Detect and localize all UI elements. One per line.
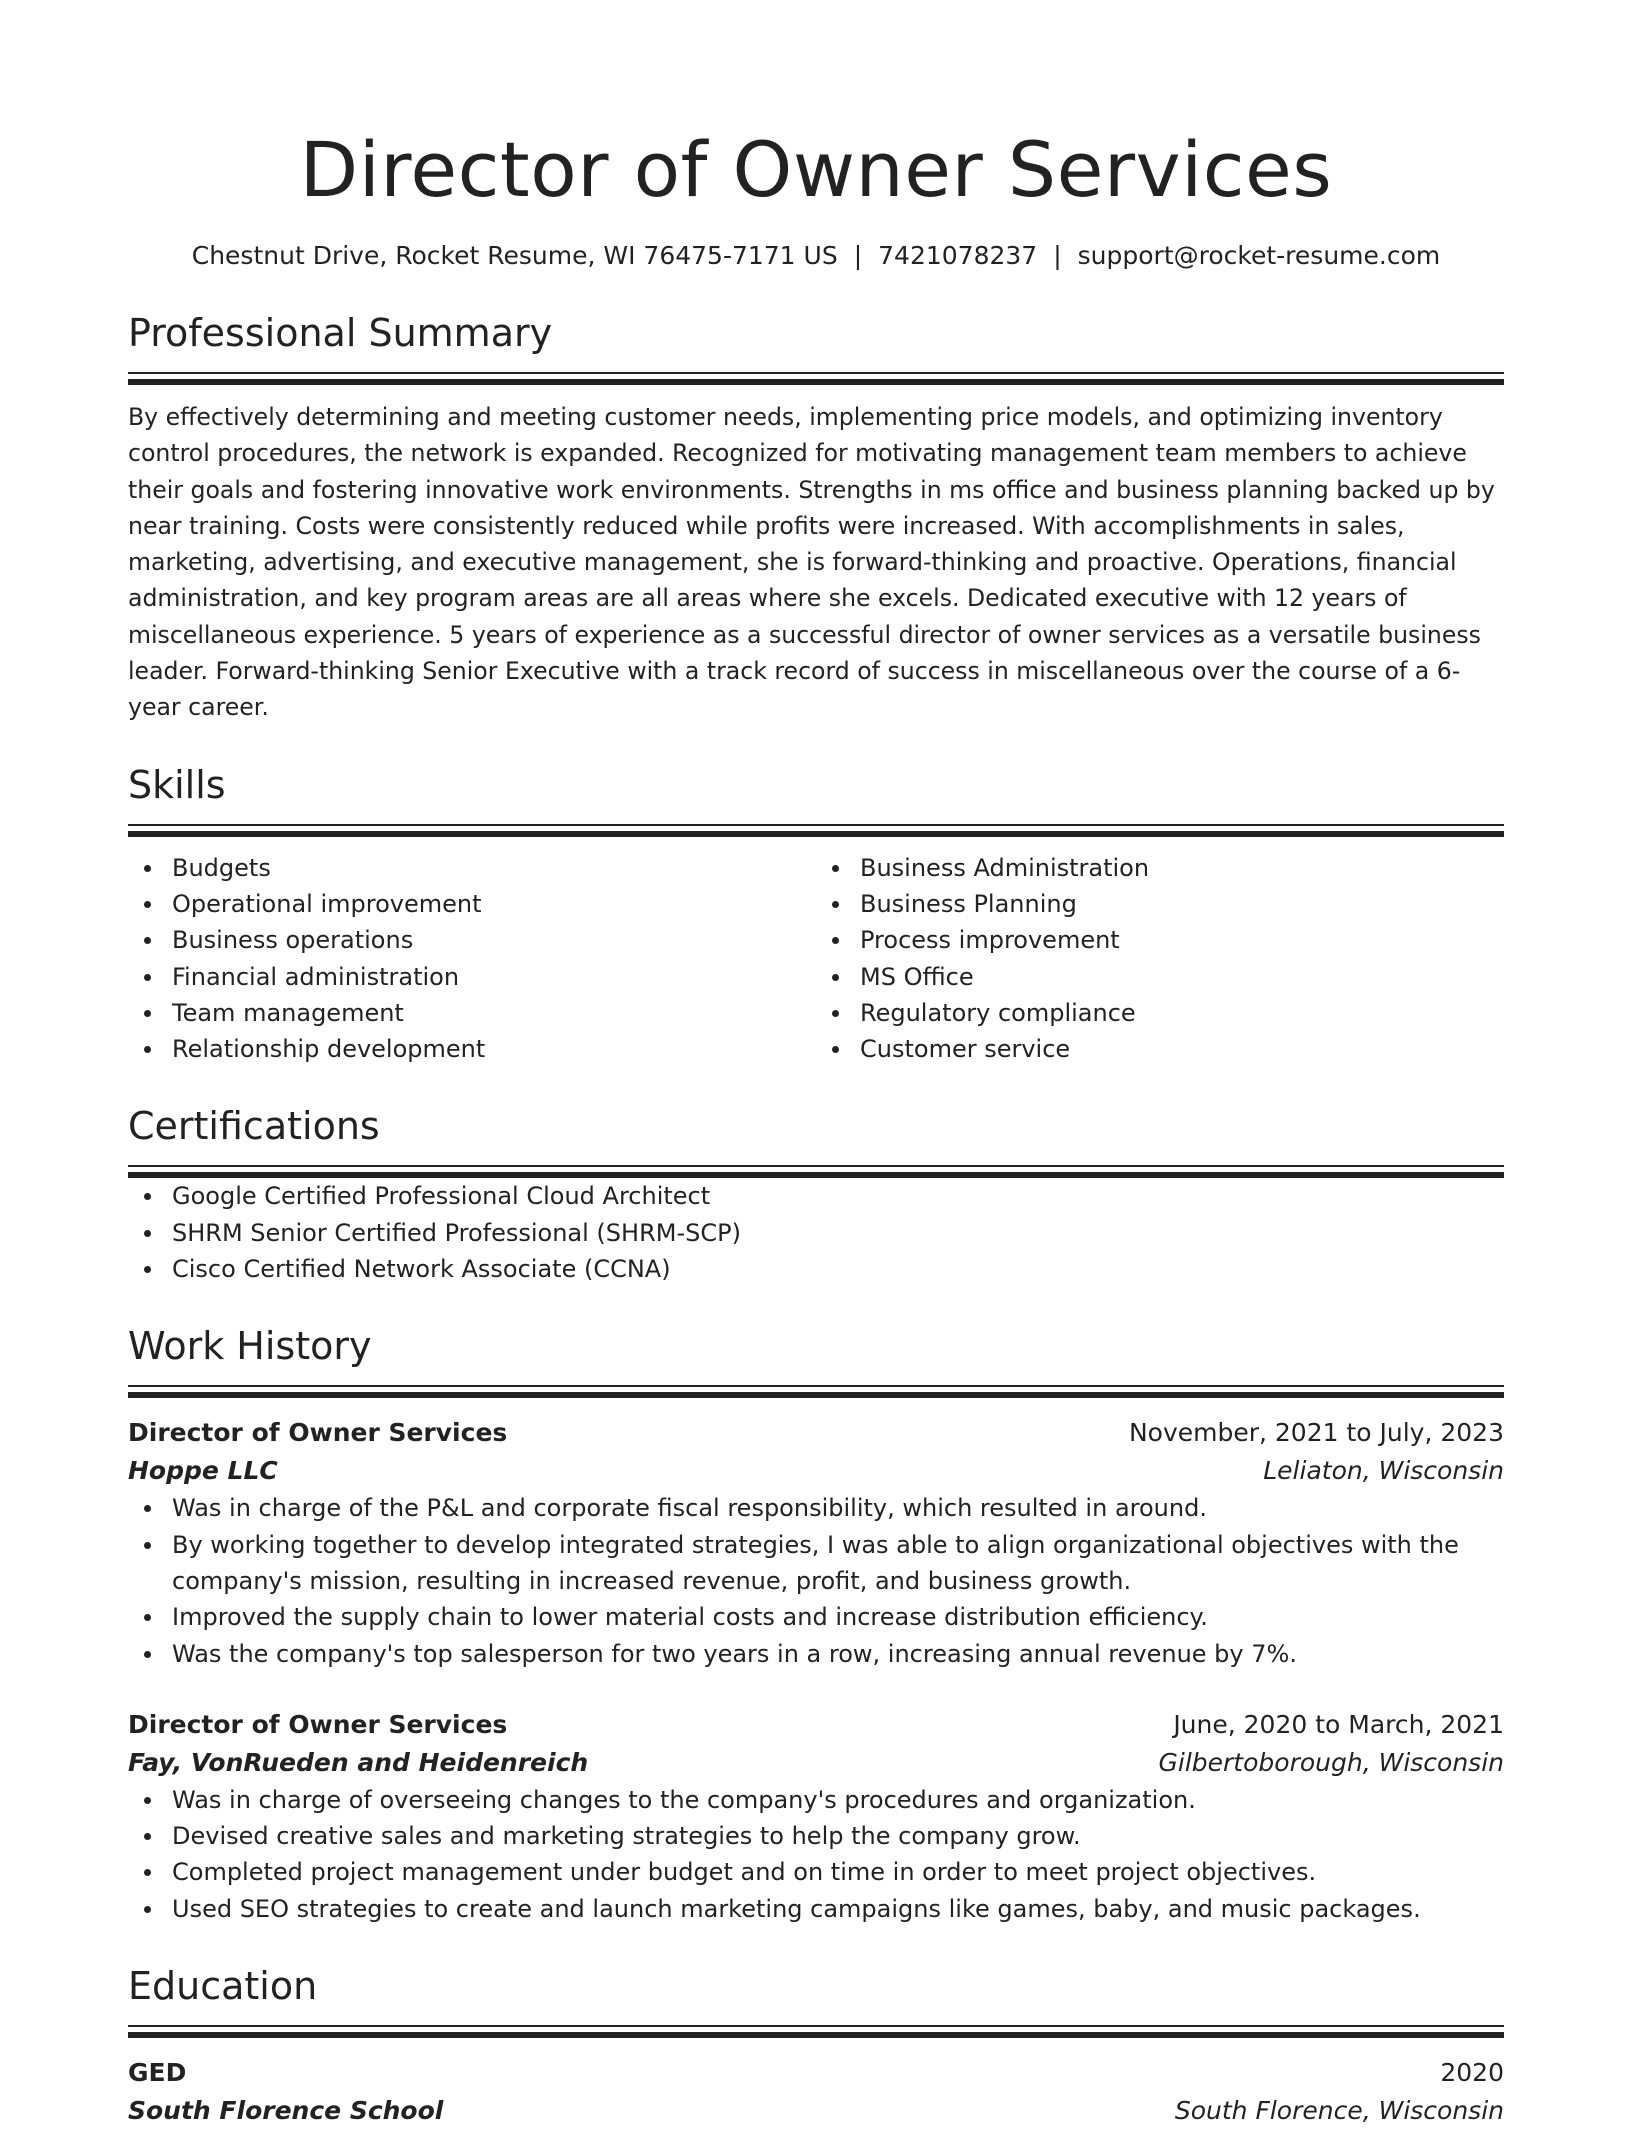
education-heading: Education xyxy=(128,1964,318,2009)
job-company-row xyxy=(128,1452,1504,1490)
skill-item: Financial administration xyxy=(128,959,816,995)
skill-item: MS Office xyxy=(816,959,1504,995)
skill-item: Business operations xyxy=(128,922,816,958)
candidate-name: Director of Owner Services xyxy=(299,125,1333,214)
section-divider xyxy=(128,2025,1504,2038)
job-title: Director of Owner Services xyxy=(128,1709,508,1739)
contact-phone: 7421078237 xyxy=(878,241,1038,270)
certifications-list xyxy=(128,1178,1504,1287)
work-history-section xyxy=(128,1321,1504,1927)
job-bullets xyxy=(128,1782,1504,1927)
section-divider xyxy=(128,1165,1504,1178)
job-header-row xyxy=(128,1414,1504,1452)
education-year: 2020 xyxy=(1440,2058,1504,2088)
skill-item: Relationship development xyxy=(128,1031,816,1067)
skill-item: Operational improvement xyxy=(128,886,816,922)
job-company: Fay, VonRueden and Heidenreich xyxy=(128,1747,589,1777)
skill-item: Budgets xyxy=(128,850,816,886)
job-title: Director of Owner Services xyxy=(128,1418,508,1448)
education-header-row xyxy=(128,2054,1504,2092)
summary-section xyxy=(128,308,1504,726)
contact-separator: | xyxy=(853,241,863,270)
skill-item: Customer service xyxy=(816,1031,1504,1067)
job-bullets xyxy=(128,1490,1504,1671)
certifications-heading: Certifications xyxy=(128,1104,380,1149)
education-school: South Florence School xyxy=(128,2096,444,2126)
job-company: Hoppe LLC xyxy=(128,1456,278,1486)
section-divider xyxy=(128,824,1504,837)
job-bullet: Was in charge of overseeing changes to the company's procedures and organization. xyxy=(128,1782,1504,1818)
skills-heading: Skills xyxy=(128,762,226,807)
skills-left-list xyxy=(128,850,816,1068)
job-bullet: Devised creative sales and marketing strategies to help the company grow. xyxy=(128,1818,1504,1854)
education-school-row xyxy=(128,2092,1504,2130)
education-entry xyxy=(128,2054,1504,2130)
skills-right-list xyxy=(816,850,1504,1068)
summary-heading: Professional Summary xyxy=(128,311,553,355)
skill-item: Process improvement xyxy=(816,922,1504,958)
job-bullet: Completed project management under budget and on time in order to meet project objectives. xyxy=(128,1854,1504,1890)
education-section xyxy=(128,1961,1504,2130)
job-bullet: Was the company's top salesperson for two years in a row, increasing annual revenue by 7%. xyxy=(128,1636,1504,1672)
education-degree: GED xyxy=(128,2058,187,2088)
skills-section xyxy=(128,760,1504,1068)
summary-text: By effectively determining and meeting customer needs, implementing price models, and optimizing inventory control procedures, the network is expanded. Recognized for motivating management team members to achieve their goals and fostering innovative work environments. Strengths in ms office and business planning backed up by near training. Costs were consistently reduced while profits were increased. With accomplishments in sales, marketing, advertising, and executive management, she is forward-thinking and proactive. Operations, financial administration, and key program areas are all areas where she excels. Dedicated executive with 12 years of miscellaneous experience. 5 years of experience as a successful director of owner services as a versatile business leader. Forward-thinking Senior Executive with a track record of success in miscellaneous over the course of a 6-year career. xyxy=(128,403,1495,722)
section-divider xyxy=(128,1385,1504,1398)
job-bullet: By working together to develop integrated strategies, I was able to align organizational objectives with the company's mission, resulting in increased revenue, profit, and business growth. xyxy=(128,1527,1504,1600)
skill-item: Business Administration xyxy=(816,850,1504,886)
education-location: South Florence, Wisconsin xyxy=(1174,2096,1504,2126)
certifications-section xyxy=(128,1101,1504,1287)
job-bullet: Improved the supply chain to lower material costs and increase distribution efficiency. xyxy=(128,1599,1504,1635)
job-dates: November, 2021 to July, 2023 xyxy=(1128,1418,1504,1448)
job-location: Gilbertoborough, Wisconsin xyxy=(1158,1747,1504,1777)
job-location: Leliaton, Wisconsin xyxy=(1263,1456,1504,1486)
skill-item: Business Planning xyxy=(816,886,1504,922)
certification-item: Cisco Certified Network Associate (CCNA) xyxy=(128,1251,1504,1287)
section-divider xyxy=(128,372,1504,385)
skills-columns xyxy=(128,850,1504,1068)
job-company-row xyxy=(128,1744,1504,1782)
job-bullet: Used SEO strategies to create and launch marketing campaigns like games, baby, and music packages. xyxy=(128,1891,1504,1927)
certification-item: Google Certified Professional Cloud Architect xyxy=(128,1178,1504,1214)
work-history-heading: Work History xyxy=(128,1324,372,1369)
contact-email[interactable]: support@rocket-resume.com xyxy=(1077,241,1441,270)
contact-address: Chestnut Drive, Rocket Resume, WI 76475-7171 US xyxy=(191,241,838,270)
job-dates: June, 2020 to March, 2021 xyxy=(1173,1709,1504,1739)
job-entry xyxy=(128,1706,1504,1927)
job-entry xyxy=(128,1414,1504,1671)
contact-line xyxy=(128,238,1504,274)
certification-item: SHRM Senior Certified Professional (SHRM-SCP) xyxy=(128,1215,1504,1251)
skill-item: Team management xyxy=(128,995,816,1031)
contact-separator: | xyxy=(1053,241,1062,270)
job-header-row xyxy=(128,1706,1504,1744)
skill-item: Regulatory compliance xyxy=(816,995,1504,1031)
job-bullet: Was in charge of the P&L and corporate fiscal responsibility, which resulted in around. xyxy=(128,1490,1504,1526)
